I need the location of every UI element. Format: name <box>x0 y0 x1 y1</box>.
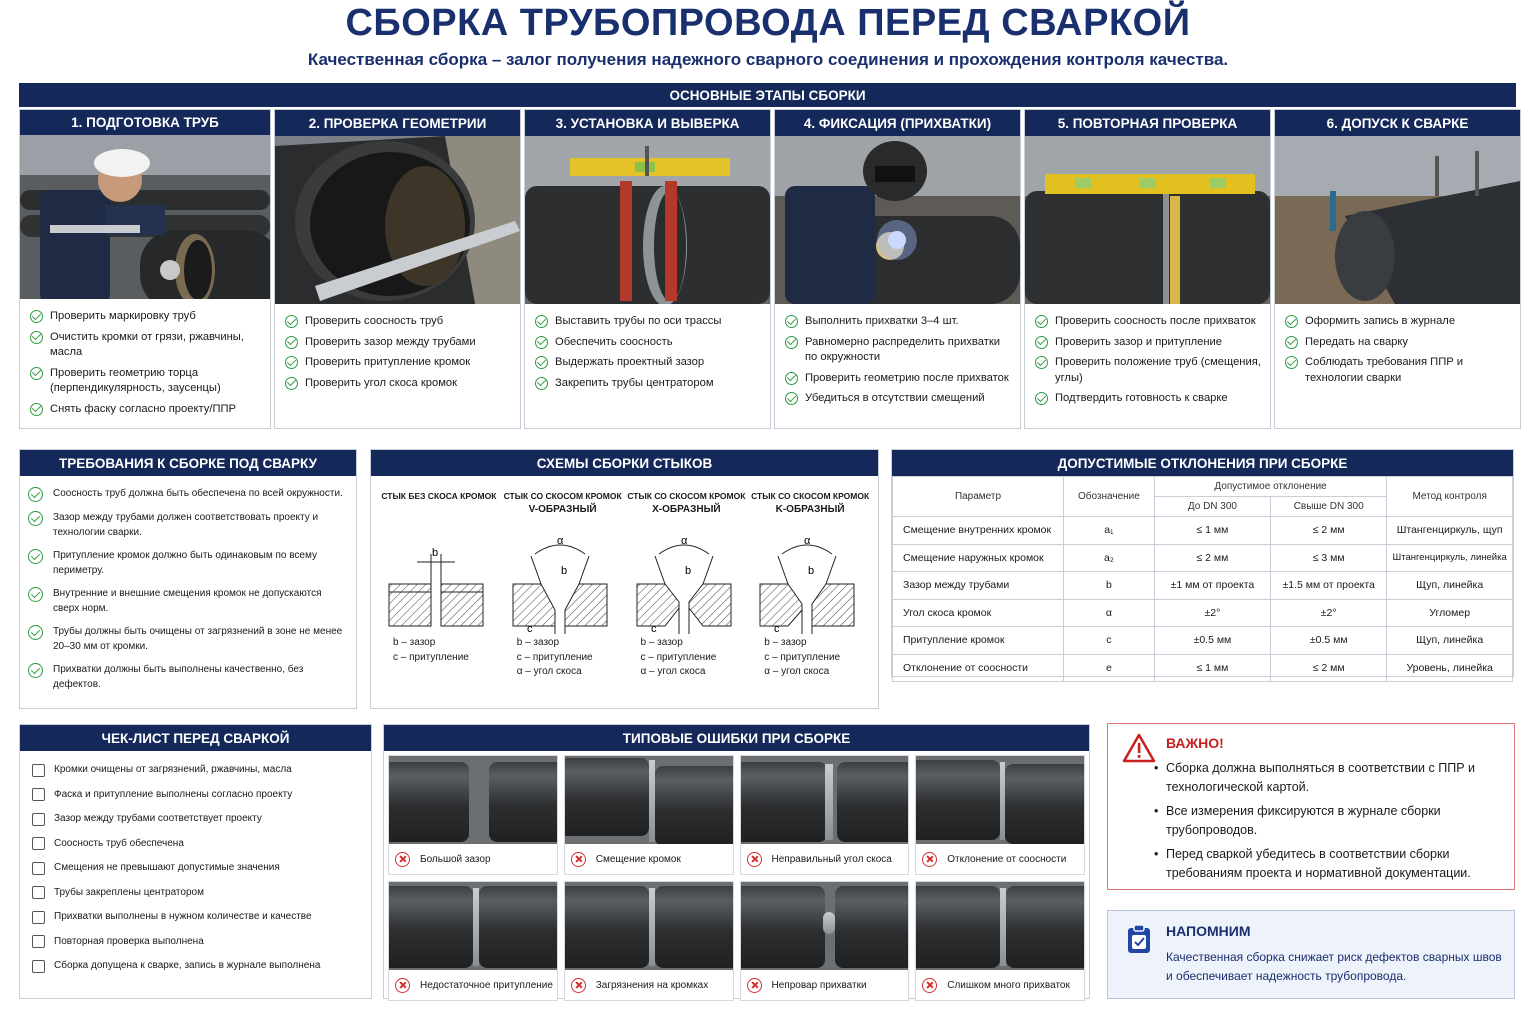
check-icon <box>1285 356 1298 369</box>
scheme-x-diagram <box>625 514 749 634</box>
warning-icon <box>1122 733 1156 763</box>
error-photo <box>565 882 733 970</box>
stage-title: 6. ДОПУСК К СВАРКЕ <box>1275 110 1520 136</box>
stages-row <box>19 109 1516 429</box>
error-card <box>388 881 558 1001</box>
error-card <box>564 755 734 875</box>
stage-photo-pipe-preparation <box>20 135 270 299</box>
error-photo <box>916 756 1084 844</box>
error-label: Загрязнения на кромках <box>595 979 709 991</box>
svg-text:c: c <box>774 623 780 634</box>
reminder-title: НАПОМНИМ <box>1166 923 1251 939</box>
table-row: Зазор между трубами b ±1 мм от проекта ±1.5 мм от проекта Щуп, линейка <box>893 572 1513 600</box>
scheme-v-diagram <box>501 514 625 634</box>
error-photo <box>741 756 909 844</box>
important-box <box>1107 723 1515 890</box>
error-photo <box>389 756 557 844</box>
check-icon <box>28 511 43 526</box>
scheme-subtitle: V-ОБРАЗНЫЙ <box>528 504 597 515</box>
check-icon <box>285 377 298 390</box>
scheme-k-joint <box>748 490 872 720</box>
stage-photo-installation-alignment <box>525 136 770 304</box>
check-icon <box>785 372 798 385</box>
stage-checklist <box>525 304 770 402</box>
error-card <box>564 881 734 1001</box>
checklist-title: ЧЕК-ЛИСТ ПЕРЕД СВАРКОЙ <box>20 725 371 751</box>
checkbox[interactable] <box>32 788 45 801</box>
checklist-item[interactable]: Кромки очищены от загрязнений, ржавчины, масла <box>32 763 361 777</box>
checklist-item[interactable]: Соосность труб обеспечена <box>32 837 361 851</box>
error-label: Неправильный угол скоса <box>771 853 892 865</box>
important-title: ВАЖНО! <box>1166 735 1224 751</box>
stage-item: Обеспечить соосность <box>535 335 762 351</box>
stage-card <box>524 109 771 429</box>
check-icon <box>28 549 43 564</box>
check-icon <box>285 356 298 369</box>
reminder-text: Качественная сборка снижает риск дефектов сварных швов и обеспечивает надежность трубопровода. <box>1166 950 1502 983</box>
scheme-title: СТЫК СО СКОСОМ КРОМОК <box>627 491 746 501</box>
svg-text:α: α <box>556 535 564 547</box>
check-icon <box>785 315 798 328</box>
check-icon <box>535 336 548 349</box>
check-icon <box>28 625 43 640</box>
svg-text:b: b <box>560 565 567 577</box>
requirements-panel <box>19 449 357 709</box>
check-icon <box>535 356 548 369</box>
check-icon <box>30 367 43 380</box>
error-label: Смещение кромок <box>595 853 681 865</box>
checklist-list <box>20 751 371 973</box>
error-photo <box>741 882 909 970</box>
stage-card <box>274 109 521 429</box>
scheme-legend: b – зазор c – притупление α – угол скоса <box>516 637 593 677</box>
checkbox[interactable] <box>32 764 45 777</box>
error-card <box>388 755 558 875</box>
scheme-v-joint <box>501 490 625 720</box>
deviations-table <box>892 476 1513 682</box>
stage-item: Оформить запись в журнале <box>1285 314 1512 330</box>
checkbox[interactable] <box>32 935 45 948</box>
error-icon <box>395 852 410 867</box>
stage-item: Очистить кромки от грязи, ржавчины, масла <box>30 330 262 361</box>
scheme-butt-joint <box>377 490 501 720</box>
check-icon <box>28 587 43 602</box>
stage-checklist <box>1275 304 1520 397</box>
header-allowed: Допустимое отклонение <box>1154 477 1387 497</box>
scheme-subtitle: X-ОБРАЗНЫЙ <box>652 504 721 515</box>
important-item: • Сборка должна выполняться в соответствии с ППР и технологической картой. <box>1154 759 1504 796</box>
checklist-item[interactable]: Зазор между трубами соответствует проекту <box>32 812 361 826</box>
svg-text:α: α <box>804 535 811 547</box>
stage-photo-geometry-check <box>275 136 520 304</box>
requirement-item: Внутренние и внешние смещения кромок не допускаются сверх норм. <box>28 586 346 616</box>
header-param: Параметр <box>893 477 1064 517</box>
error-card <box>915 881 1085 1001</box>
stage-item: Проверить геометрию торца (перпендикулярность, заусенцы) <box>30 366 262 397</box>
stage-photo-tack-welding <box>775 136 1020 304</box>
stage-item: Проверить геометрию после прихваток <box>785 371 1012 387</box>
table-row: Притупление кромок c ±0.5 мм ±0.5 мм Щуп, линейка <box>893 627 1513 655</box>
page-title: СБОРКА ТРУБОПРОВОДА ПЕРЕД СВАРКОЙ <box>345 2 1191 44</box>
requirements-list <box>20 476 356 692</box>
check-icon <box>285 315 298 328</box>
error-icon <box>571 978 586 993</box>
error-icon <box>747 978 762 993</box>
checklist-item[interactable]: Повторная проверка выполнена <box>32 935 361 949</box>
scheme-legend: b – зазор c – притупление <box>393 637 469 663</box>
stage-item: Проверить притупление кромок <box>285 355 512 371</box>
check-icon <box>785 336 798 349</box>
check-icon <box>285 336 298 349</box>
checkbox[interactable] <box>32 960 45 973</box>
svg-text:b: b <box>808 565 815 577</box>
header-dn-low: До DN 300 <box>1154 497 1270 517</box>
header-symbol: Обозначение <box>1064 477 1155 517</box>
error-photo <box>389 882 557 970</box>
stage-item: Проверить маркировку труб <box>30 309 262 325</box>
errors-title: ТИПОВЫЕ ОШИБКИ ПРИ СБОРКЕ <box>384 725 1089 751</box>
error-icon <box>922 978 937 993</box>
reminder-box <box>1107 910 1515 999</box>
error-icon <box>922 852 937 867</box>
check-icon <box>1285 336 1298 349</box>
errors-panel <box>383 724 1090 999</box>
checklist-item[interactable]: Трубы закреплены центратором <box>32 886 361 900</box>
stage-item: Выполнить прихватки 3–4 шт. <box>785 314 1012 330</box>
svg-text:α: α <box>680 535 687 547</box>
check-icon <box>1285 315 1298 328</box>
svg-text:c: c <box>526 623 533 634</box>
header-dn-high: Свыше DN 300 <box>1271 497 1387 517</box>
stage-item: Равномерно распределить прихватки по окружности <box>785 335 1012 366</box>
stage-card <box>774 109 1021 429</box>
stage-checklist <box>775 304 1020 418</box>
requirement-item: Соосность труб должна быть обеспечена по всей окружности. <box>28 486 346 502</box>
important-item: • Перед сваркой убедитесь в соответствии сборки требованиям проекта и нормативной документации. <box>1154 845 1504 882</box>
stage-item: Закрепить трубы центратором <box>535 376 762 392</box>
svg-text:c: c <box>650 623 656 634</box>
stage-card <box>1024 109 1271 429</box>
header-method: Метод контроля <box>1387 477 1513 517</box>
requirement-item: Притупление кромок должно быть одинаковым по всему периметру. <box>28 548 346 578</box>
stage-photo-welding-approval <box>1275 136 1520 304</box>
stage-item: Передать на сварку <box>1285 335 1512 351</box>
scheme-title: СТЫК БЕЗ СКОСА КРОМОК <box>381 491 497 501</box>
deviations-title: ДОПУСТИМЫЕ ОТКЛОНЕНИЯ ПРИ СБОРКЕ <box>892 450 1513 476</box>
error-photo <box>565 756 733 844</box>
stage-checklist <box>1025 304 1270 418</box>
checkbox[interactable] <box>32 886 45 899</box>
error-label: Отклонение от соосности <box>947 853 1067 865</box>
stage-card <box>1274 109 1521 429</box>
stage-item: Соблюдать требования ППР и технологии сварки <box>1285 355 1512 386</box>
stage-checklist <box>275 304 520 402</box>
errors-grid <box>384 751 1089 1005</box>
error-card <box>740 755 910 875</box>
error-label: Слишком много прихваток <box>947 979 1070 991</box>
table-row: Угол скоса кромок α ±2° ±2° Угломер <box>893 599 1513 627</box>
scheme-title: СТЫК СО СКОСОМ КРОМОК <box>751 491 870 501</box>
scheme-x-joint <box>625 490 749 720</box>
checklist-item[interactable]: Смещения не превышают допустимые значения <box>32 861 361 875</box>
check-icon <box>1035 336 1048 349</box>
stage-item: Проверить соосность после прихваток <box>1035 314 1262 330</box>
label-b: b <box>432 547 439 559</box>
checklist-item[interactable]: Прихватки выполнены в нужном количестве и качестве <box>32 910 361 924</box>
checklist-item[interactable]: Фаска и притупление выполнены согласно проекту <box>32 788 361 802</box>
stage-title: 3. УСТАНОВКА И ВЫВЕРКА <box>525 110 770 136</box>
check-icon <box>535 315 548 328</box>
scheme-k-diagram <box>748 514 872 634</box>
check-icon <box>28 487 43 502</box>
table-row: Смещение внутренних кромок a₁ ≤ 1 мм ≤ 2 мм Штангенциркуль, щуп <box>893 517 1513 545</box>
checklist-panel <box>19 724 372 999</box>
stage-item: Выставить трубы по оси трассы <box>535 314 762 330</box>
table-row: Смещение наружных кромок a₂ ≤ 2 мм ≤ 3 мм Штангенциркуль, линейка <box>893 544 1513 572</box>
error-icon <box>747 852 762 867</box>
svg-text:b: b <box>684 565 691 577</box>
page-subtitle: Качественная сборка – залог получения надежного сварного соединения и прохождения контроля качества. <box>307 50 1229 69</box>
stage-title: 5. ПОВТОРНАЯ ПРОВЕРКА <box>1025 110 1270 136</box>
stage-checklist <box>20 299 270 428</box>
stage-item: Подтвердить готовность к сварке <box>1035 391 1262 407</box>
stage-item: Выдержать проектный зазор <box>535 355 762 371</box>
checkbox[interactable] <box>32 911 45 924</box>
scheme-legend: b – зазор c – притупление α – угол скоса <box>764 637 841 677</box>
check-icon <box>1035 356 1048 369</box>
error-card <box>915 755 1085 875</box>
table-row: Отклонение от соосности e ≤ 1 мм ≤ 2 мм Уровень, линейка <box>893 654 1513 682</box>
error-photo <box>916 882 1084 970</box>
scheme-subtitle: K-ОБРАЗНЫЙ <box>775 504 845 515</box>
check-icon <box>1035 392 1048 405</box>
check-icon <box>28 663 43 678</box>
stage-photo-repeat-inspection <box>1025 136 1270 304</box>
requirement-item: Трубы должны быть очищены от загрязнений в зоне не менее 20–30 мм от кромки. <box>28 624 346 654</box>
check-icon <box>535 377 548 390</box>
checklist-item[interactable]: Сборка допущена к сварке, запись в журнале выполнена <box>32 959 361 973</box>
stage-title: 4. ФИКСАЦИЯ (ПРИХВАТКИ) <box>775 110 1020 136</box>
error-icon <box>571 852 586 867</box>
stage-card <box>19 109 271 429</box>
stage-item: Проверить зазор между трубами <box>285 335 512 351</box>
check-icon <box>30 331 43 344</box>
stage-item: Проверить соосность труб <box>285 314 512 330</box>
checkbox[interactable] <box>32 862 45 875</box>
scheme-butt-diagram <box>377 514 501 634</box>
scheme-legend: b – зазор c – притупление α – угол скоса <box>640 637 717 677</box>
error-card <box>740 881 910 1001</box>
error-label: Большой зазор <box>420 853 491 865</box>
error-label: Недостаточное притупление <box>420 979 553 991</box>
check-icon <box>785 392 798 405</box>
schemes-row <box>371 476 878 720</box>
clipboard-icon <box>1123 923 1155 955</box>
checkbox[interactable] <box>32 813 45 826</box>
check-icon <box>1035 315 1048 328</box>
important-list <box>1154 759 1504 888</box>
stage-title: 2. ПРОВЕРКА ГЕОМЕТРИИ <box>275 110 520 136</box>
stage-item: Проверить зазор и притупление <box>1035 335 1262 351</box>
check-icon <box>30 403 43 416</box>
checkbox[interactable] <box>32 837 45 850</box>
requirement-item: Прихватки должны быть выполнены качественно, без дефектов. <box>28 662 346 692</box>
error-icon <box>395 978 410 993</box>
requirements-title: ТРЕБОВАНИЯ К СБОРКЕ ПОД СВАРКУ <box>20 450 356 476</box>
stage-item: Проверить положение труб (смещения, углы) <box>1035 355 1262 386</box>
stages-section-title: ОСНОВНЫЕ ЭТАПЫ СБОРКИ <box>19 83 1516 107</box>
deviations-panel <box>891 449 1514 677</box>
stage-item: Снять фаску согласно проекту/ППР <box>30 402 262 418</box>
stage-title: 1. ПОДГОТОВКА ТРУБ <box>20 110 270 135</box>
check-icon <box>30 310 43 323</box>
error-label: Непровар прихватки <box>771 979 867 991</box>
important-item: • Все измерения фиксируются в журнале сборки трубопроводов. <box>1154 802 1504 839</box>
stage-item: Проверить угол скоса кромок <box>285 376 512 392</box>
scheme-title: СТЫК СО СКОСОМ КРОМОК <box>503 491 622 501</box>
requirement-item: Зазор между трубами должен соответствовать проекту и технологии сварки. <box>28 510 346 540</box>
stage-item: Убедиться в отсутствии смещений <box>785 391 1012 407</box>
schemes-panel <box>370 449 879 709</box>
schemes-title: СХЕМЫ СБОРКИ СТЫКОВ <box>371 450 878 476</box>
